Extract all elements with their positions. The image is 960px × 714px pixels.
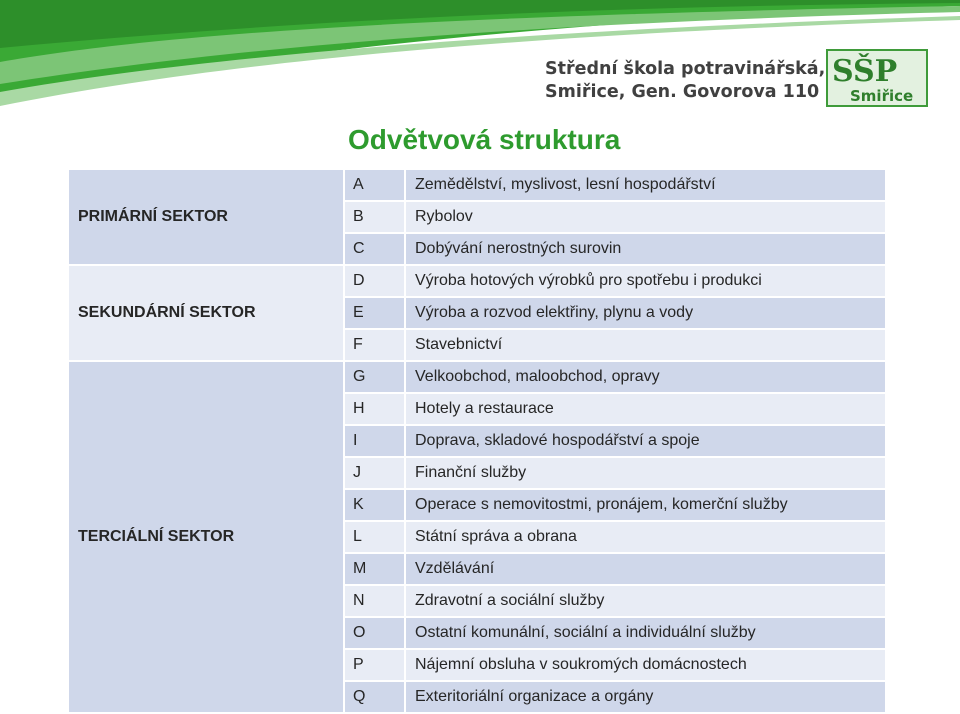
section-code: B xyxy=(344,201,405,233)
section-description: Velkoobchod, maloobchod, opravy xyxy=(405,361,886,393)
section-code: I xyxy=(344,425,405,457)
section-description: Nájemní obsluha v soukromých domácnostech xyxy=(405,649,886,681)
section-code: G xyxy=(344,361,405,393)
school-name-line2: Smiřice, Gen. Govorova 110 xyxy=(545,82,820,102)
school-name xyxy=(545,58,825,104)
section-code: K xyxy=(344,489,405,521)
section-code: Q xyxy=(344,681,405,713)
section-description: Ostatní komunální, sociální a individuální služby xyxy=(405,617,886,649)
section-description: Státní správa a obrana xyxy=(405,521,886,553)
school-name-line1: Střední škola potravinářská, xyxy=(545,59,826,79)
section-code: H xyxy=(344,393,405,425)
section-description: Finanční služby xyxy=(405,457,886,489)
section-code: P xyxy=(344,649,405,681)
sector-label: PRIMÁRNÍ SEKTOR xyxy=(68,169,344,265)
section-description: Hotely a restaurace xyxy=(405,393,886,425)
section-description: Rybolov xyxy=(405,201,886,233)
section-code: J xyxy=(344,457,405,489)
section-code: N xyxy=(344,585,405,617)
section-description: Zdravotní a sociální služby xyxy=(405,585,886,617)
section-code: E xyxy=(344,297,405,329)
table-row xyxy=(68,169,886,201)
section-description: Operace s nemovitostmi, pronájem, komerční služby xyxy=(405,489,886,521)
sector-table-body xyxy=(68,169,886,713)
sector-table xyxy=(67,168,887,714)
page-title: Odvětvová struktura xyxy=(348,124,621,155)
section-description: Exteritoriální organizace a orgány xyxy=(405,681,886,713)
section-code: M xyxy=(344,553,405,585)
section-description: Výroba hotových výrobků pro spotřebu i produkci xyxy=(405,265,886,297)
logo-text-top: SŠP xyxy=(832,54,898,89)
section-code: A xyxy=(344,169,405,201)
section-description: Dobývání nerostných surovin xyxy=(405,233,886,265)
section-code: O xyxy=(344,617,405,649)
section-description: Stavebnictví xyxy=(405,329,886,361)
table-row xyxy=(68,361,886,393)
section-code: L xyxy=(344,521,405,553)
sector-label: TERCIÁLNÍ SEKTOR xyxy=(68,361,344,713)
section-description: Výroba a rozvod elektřiny, plynu a vody xyxy=(405,297,886,329)
section-code: D xyxy=(344,265,405,297)
section-code: C xyxy=(344,233,405,265)
table-row xyxy=(68,265,886,297)
section-description: Doprava, skladové hospodářství a spoje xyxy=(405,425,886,457)
school-logo xyxy=(826,49,928,107)
section-description: Zemědělství, myslivost, lesní hospodářství xyxy=(405,169,886,201)
section-code: F xyxy=(344,329,405,361)
section-description: Vzdělávání xyxy=(405,553,886,585)
sector-label: SEKUNDÁRNÍ SEKTOR xyxy=(68,265,344,361)
logo-text-bottom: Smiřice xyxy=(850,87,914,105)
